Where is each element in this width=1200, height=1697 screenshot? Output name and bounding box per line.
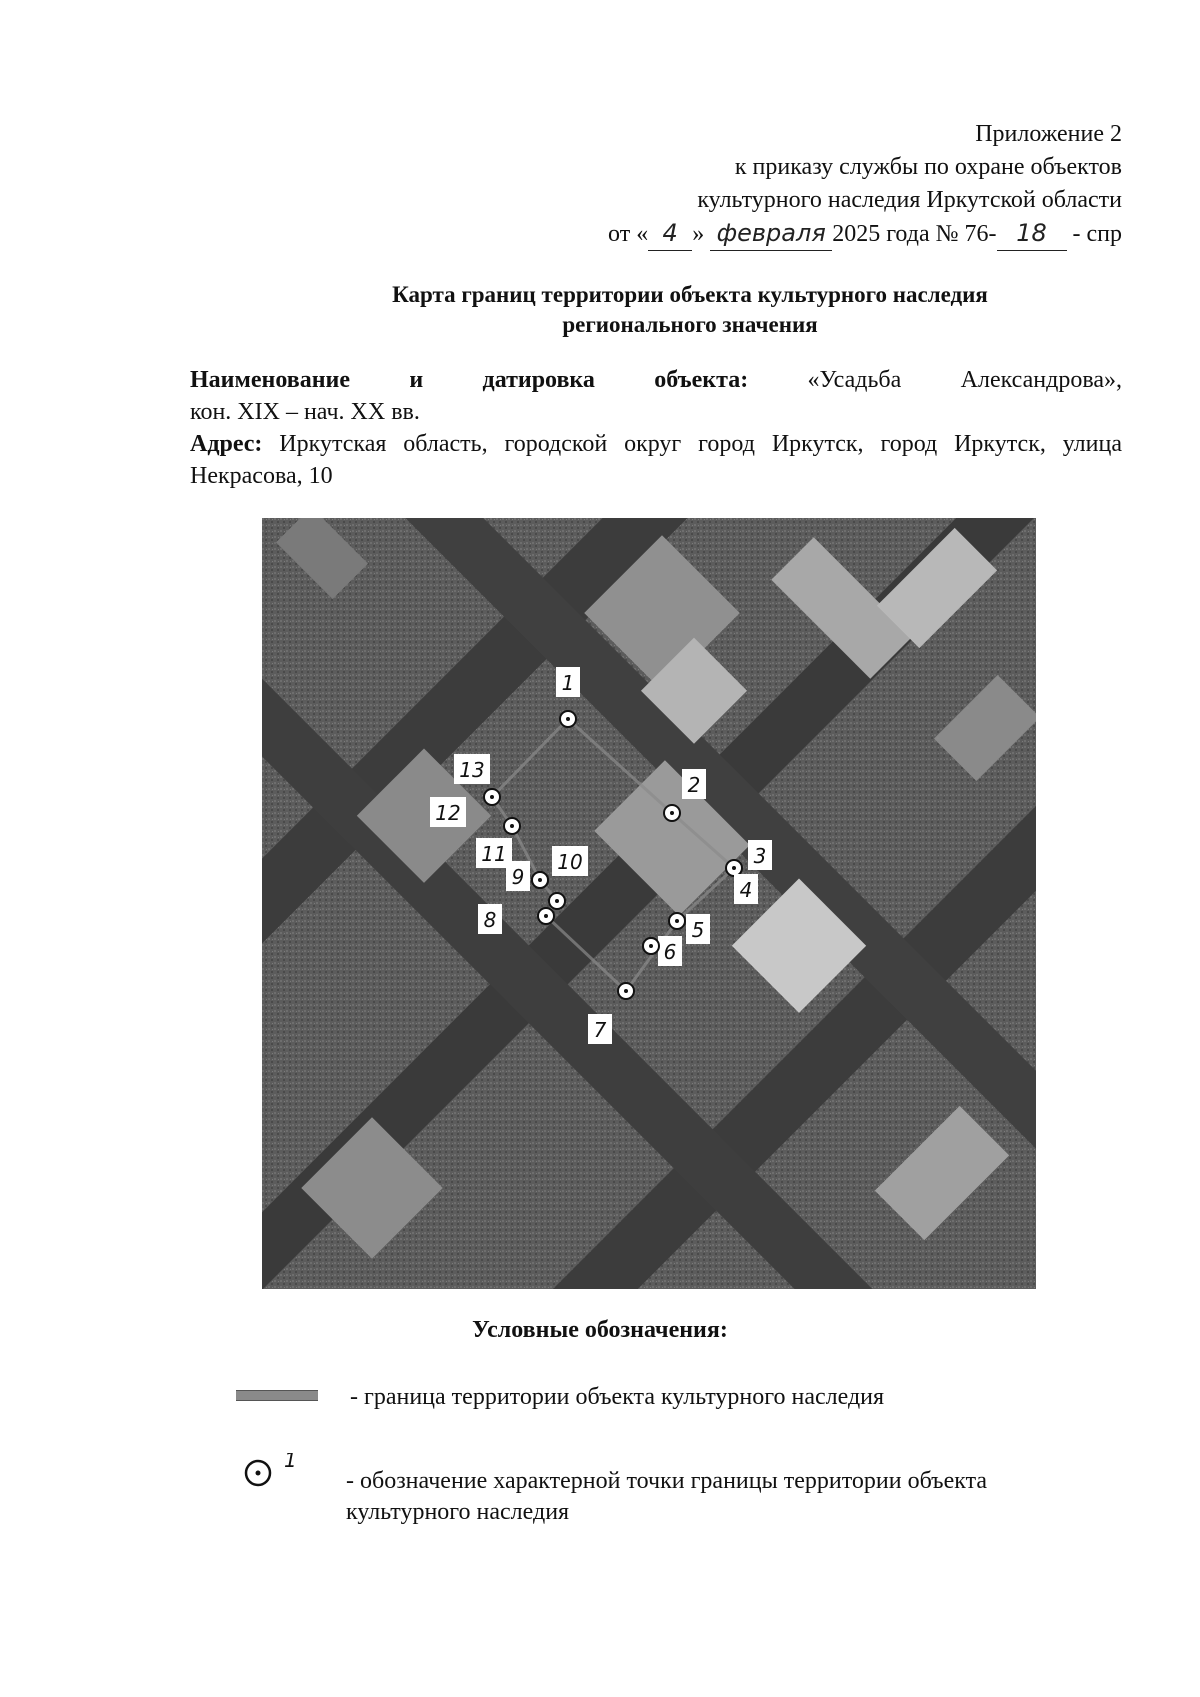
point-label: 8 bbox=[483, 908, 497, 932]
legend-point-text: - обозначение характерной точки границы территории объекта культурного наследия bbox=[346, 1468, 988, 1525]
legend-title: Условные обозначения: bbox=[472, 1317, 728, 1343]
date-mid: » bbox=[692, 221, 705, 247]
point-label: 2 bbox=[687, 773, 701, 797]
appendix-line-2: к приказу службы по охране объектов bbox=[734, 154, 1122, 180]
point-label: 6 bbox=[663, 940, 677, 964]
order-suffix: - спр bbox=[1072, 221, 1122, 247]
month-handwritten: февраля bbox=[710, 217, 832, 251]
legend-boundary-symbol bbox=[236, 1390, 318, 1401]
point-label: 11 bbox=[481, 842, 507, 866]
appendix-line-3: культурного наследия Иркутской области bbox=[697, 187, 1122, 213]
point-label: 10 bbox=[557, 850, 583, 874]
point-label: 1 bbox=[561, 671, 575, 695]
boundary-point-1 bbox=[556, 667, 580, 727]
object-info bbox=[190, 364, 1122, 492]
aerial-map bbox=[262, 518, 1036, 1289]
point-label: 3 bbox=[753, 844, 767, 868]
map-svg bbox=[262, 518, 1036, 1289]
title-line-2: регионального значения bbox=[562, 312, 818, 337]
point-label: 12 bbox=[435, 801, 461, 825]
address-label: Адрес: bbox=[190, 431, 263, 457]
object-name-line bbox=[190, 364, 1122, 396]
appendix-date-line bbox=[402, 217, 1122, 251]
date-prefix: от « bbox=[608, 221, 649, 247]
year-text: 2025 года № 76- bbox=[832, 221, 997, 247]
legend-point-label: 1 bbox=[284, 1453, 297, 1472]
address-value: Иркутская область, городской округ город Иркутск, город Иркутск, улица Некрасова, 10 bbox=[190, 431, 1122, 489]
point-label: 7 bbox=[593, 1018, 607, 1042]
title-line-1: Карта границ территории объекта культурного наследия bbox=[392, 282, 988, 307]
legend-boundary-text: - граница территории объекта культурного наследия bbox=[350, 1384, 885, 1410]
order-number-handwritten: 18 bbox=[997, 217, 1067, 251]
document-title bbox=[270, 280, 1110, 340]
point-label: 5 bbox=[691, 918, 705, 942]
object-address bbox=[190, 428, 1122, 492]
object-dating: кон. XIX – нач. XX вв. bbox=[190, 399, 420, 425]
appendix-line-1: Приложение 2 bbox=[975, 121, 1122, 147]
day-handwritten: 4 bbox=[648, 217, 692, 251]
point-label: 9 bbox=[511, 865, 525, 889]
point-label: 4 bbox=[739, 878, 753, 902]
appendix-header bbox=[402, 118, 1122, 251]
point-label: 13 bbox=[459, 758, 485, 782]
object-name-value: «Усадьба Александрова», bbox=[748, 367, 1122, 393]
object-name-label: Наименование и датировка объекта: bbox=[190, 367, 749, 393]
legend-point-symbol bbox=[244, 1453, 314, 1498]
